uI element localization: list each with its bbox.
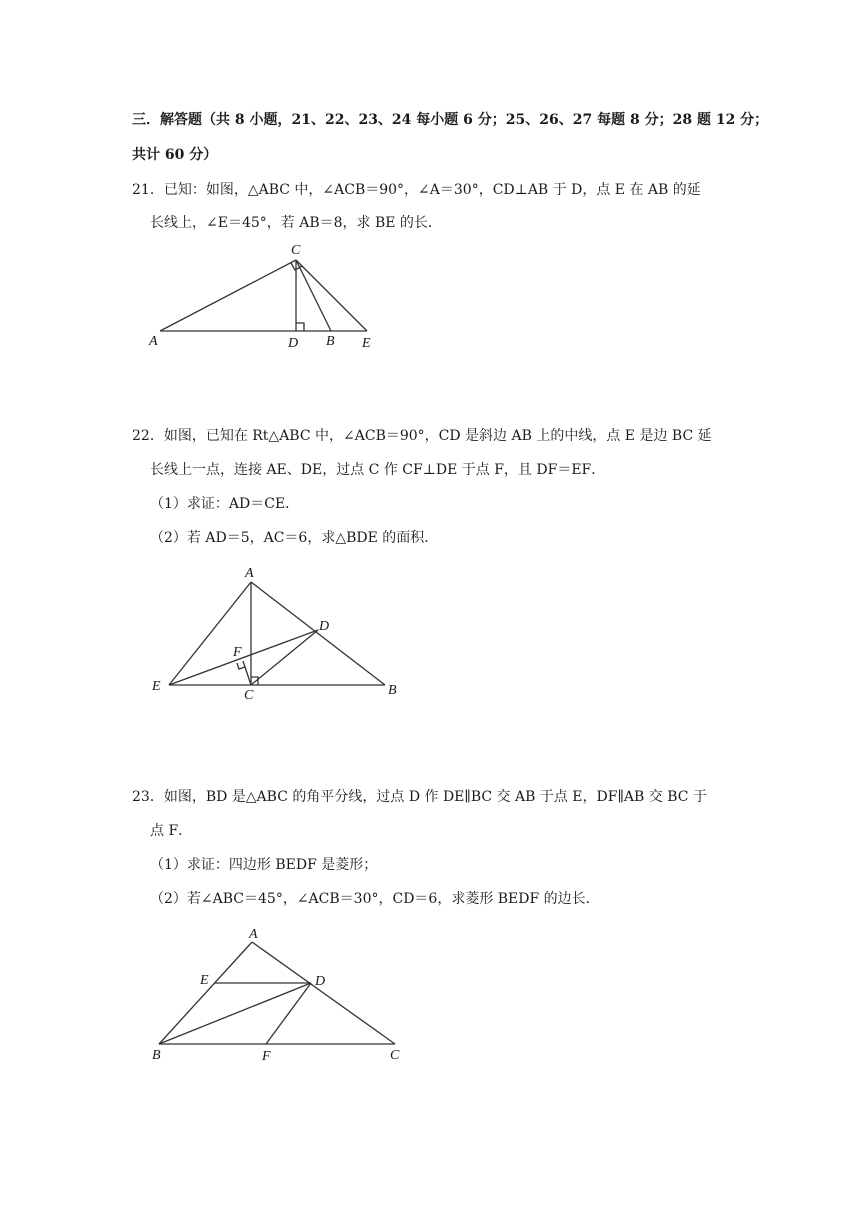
q22-segment-ab	[251, 582, 385, 685]
q23-text-line2: 点 F．	[150, 823, 193, 839]
q23-part1: （1）求证：四边形 BEDF 是菱形；	[150, 857, 378, 873]
section-heading: 三．解答题（共 8 小题，21、22、23、24 每小题 6 分；25、26、27 每题 8 分；28 题 12 分；	[132, 112, 769, 128]
q23-label-c: C	[390, 1048, 400, 1063]
q22-label-f: F	[233, 645, 242, 660]
q22-part2: （2）若 AD＝5，AC＝6，求△BDE 的面积．	[150, 530, 439, 546]
q22-text-line1: 22．如图，已知在 Rt△ABC 中，∠ACB＝90°，CD 是斜边 AB 上的中线，点 E 是边 BC 延	[132, 428, 712, 444]
q23-segment-ab	[159, 942, 252, 1044]
q22-segment-cf	[243, 661, 251, 685]
q23-label-b: B	[152, 1048, 161, 1063]
q21-segment-cb	[296, 260, 331, 331]
q22-text-line2: 长线上一点，连接 AE、DE，过点 C 作 CF⊥DE 于点 F，且 DF＝EF．	[150, 462, 606, 478]
q21-label-a: A	[149, 334, 158, 349]
q22-label-a: A	[245, 566, 254, 581]
q21-right-angle-d	[296, 323, 304, 331]
q21-text-line1: 21．已知：如图，△ABC 中，∠ACB＝90°，∠A＝30°，CD⊥AB 于 D，点 E 在 AB 的延	[132, 182, 701, 198]
q23-text-line1: 23．如图，BD 是△ABC 的角平分线，过点 D 作 DE∥BC 交 AB 于点 E，DF∥AB 交 BC 于	[132, 789, 707, 805]
q23-part2: （2）若∠ABC＝45°，∠ACB＝30°，CD＝6，求菱形 BEDF 的边长．	[150, 891, 600, 907]
q22-label-d: D	[319, 619, 330, 634]
q21-label-c: C	[291, 243, 301, 258]
q22-segment-cd	[251, 630, 318, 685]
q22-label-b: B	[388, 683, 397, 698]
section-heading-cont: 共计 60 分）	[132, 147, 218, 163]
q21-figure	[140, 238, 390, 353]
q21-label-e: E	[362, 336, 371, 351]
q22-label-e: E	[152, 679, 161, 694]
q23-label-e: E	[200, 973, 209, 988]
q22-figure	[145, 560, 415, 705]
q23-label-d: D	[315, 974, 326, 989]
q21-segment-ac	[160, 260, 296, 331]
q23-segment-ac	[252, 942, 395, 1044]
q21-segment-ce	[296, 260, 367, 331]
q22-part1: （1）求证：AD＝CE．	[150, 496, 300, 512]
q21-text-line2: 长线上，∠E＝45°，若 AB＝8，求 BE 的长．	[150, 215, 442, 231]
q21-label-b: B	[326, 334, 335, 349]
q23-figure	[145, 920, 415, 1070]
q23-label-a: A	[249, 927, 258, 942]
q21-label-d: D	[288, 336, 299, 351]
q23-label-f: F	[262, 1049, 271, 1064]
q22-label-c: C	[244, 688, 254, 703]
